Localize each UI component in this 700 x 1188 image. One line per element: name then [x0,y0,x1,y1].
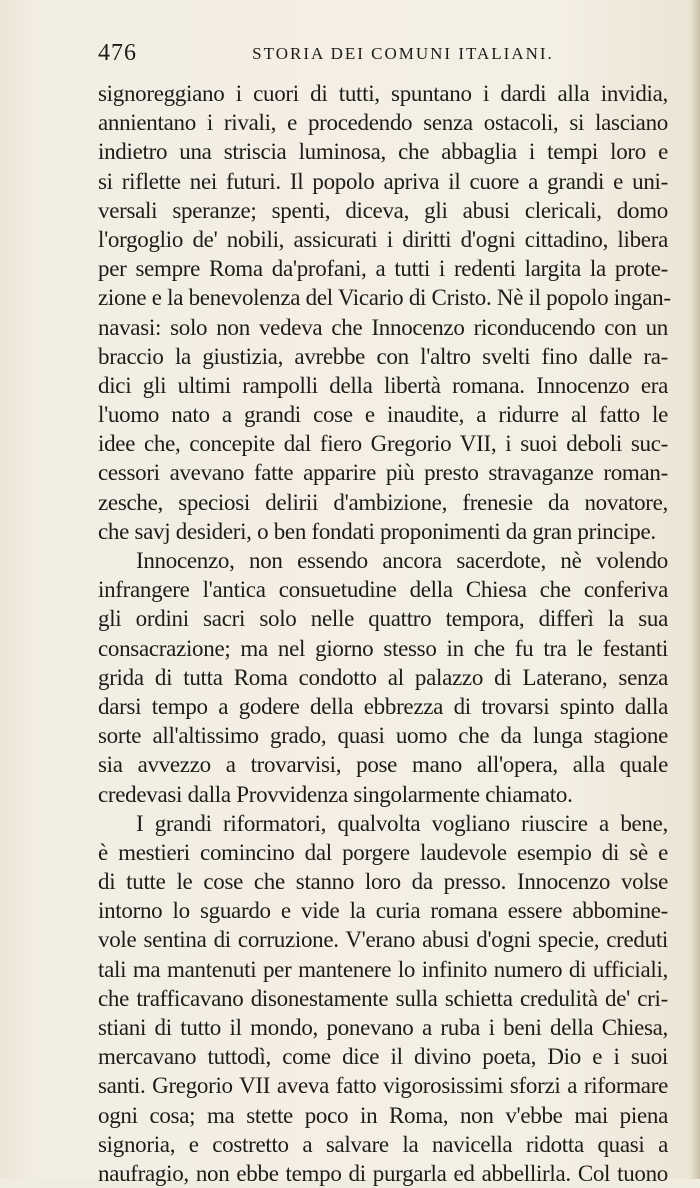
text-line: cessori avevano fatte apparire più presto stravaganze roman- [98,460,668,486]
paragraph-first-line: Innocenzo, non essendo ancora sacerdote, nè volendo [136,548,668,573]
running-title: STORIA DEI COMUNI ITALIANI. [252,44,554,63]
text-line: navasi: solo non vedeva che Innocenzo riconducendo con un [98,314,668,340]
text-line: idee che, concepite dal fiero Gregorio VII, i suoi deboli suc- [98,431,668,457]
running-head [98,40,668,70]
text-line: che trafficavano disonestamente sulla schietta credulità de' cri- [98,985,668,1011]
text-line: stiani di tutto il mondo, ponevano a ruba i beni della Chiesa, [98,1015,668,1040]
text-line: si riflette nei futuri. Il popolo apriva il cuore a grandi e uni- [98,168,668,194]
text-line: sorte all'altissimo grado, quasi uomo che da lunga stagione [98,723,668,749]
page-edge-shadow [690,0,700,1179]
text-line: credevasi dalla Provvidenza singolarmente chiamato. [98,781,573,807]
text-line: ogni cosa; ma stette poco in Roma, non v'ebbe mai piena [98,1102,668,1128]
paragraph-first-line: I grandi riformatori, qualvolta vogliano riuscire a bene, [136,810,668,836]
text-line: mercavano tuttodì, come dice il divino poeta, Dio e i suoi [98,1044,668,1070]
text-line: l'orgoglio de' nobili, assicurati i diritti d'ogni cittadino, libera [98,226,668,252]
text-line: indietro una striscia luminosa, che abbaglia i tempi loro e [98,139,668,165]
body-text [98,79,671,1188]
text-line: è mestieri comincino dal porgere laudevole esempio di sè e [98,839,668,865]
text-line: naufragio, non ebbe tempo di purgarla ed abbellirla. Col tuono [98,1160,668,1186]
text-line: consacrazione; ma nel giorno stesso in che fu tra le festanti [98,635,668,661]
text-line: di tutte le cose che stanno loro da presso. Innocenzo volse [98,869,668,895]
text-line: infrangere l'antica consuetudine della Chiesa che conferiva [98,577,668,603]
page-number: 476 [98,40,137,66]
text-line: santi. Gregorio VII aveva fatto vigorosissimi sforzi a riformare [98,1073,668,1099]
text-line: sia avvezzo a trovarvisi, pose mano all'opera, alla quale [98,752,668,778]
text-line: zesche, speciosi delirii d'ambizione, frenesie da novatore, [98,489,668,515]
text-line: braccio la giustizia, avrebbe con l'altro svelti fino dalle ra- [98,343,668,369]
text-line: per sempre Roma da'profani, a tutti i redenti largita la prote- [98,256,668,282]
text-line: versali speranze; spenti, diceva, gli abusi clericali, domo [98,197,668,223]
text-line: grida di tutta Roma condotto al palazzo di Laterano, senza [98,664,668,690]
text-line: l'uomo nato a grandi cose e inaudite, a ridurre al fatto le [98,402,668,428]
text-line: che savj desideri, o ben fondati proponimenti da gran principe. [98,518,656,544]
text-line: tali ma mantenuti per mantenere lo infinito numero di ufficiali, [98,956,668,982]
text-line: signoreggiano i cuori di tutti, spuntano i dardi alla invidia, [98,81,668,106]
text-line: darsi tempo a godere della ebbrezza di trovarsi spinto dalla [98,693,668,719]
text-line: signoria, e costretto a salvare la navicella ridotta quasi a [98,1131,668,1157]
text-line: zione e la benevolenza del Vicario di Cristo. Nè il popolo ingan- [98,285,671,311]
text-line: gli ordini sacri solo nelle quattro tempora, differì la sua [98,606,668,632]
text-line: annientano i rivali, e procedendo senza ostacoli, si lasciano [98,110,668,136]
text-line: dici gli ultimi rampolli della libertà romana. Innocenzo era [98,372,668,398]
text-line: intorno lo sguardo e vide la curia romana essere abbomine- [98,898,668,924]
text-line: vole sentina di corruzione. V'erano abusi d'ogni specie, creduti [98,927,668,953]
